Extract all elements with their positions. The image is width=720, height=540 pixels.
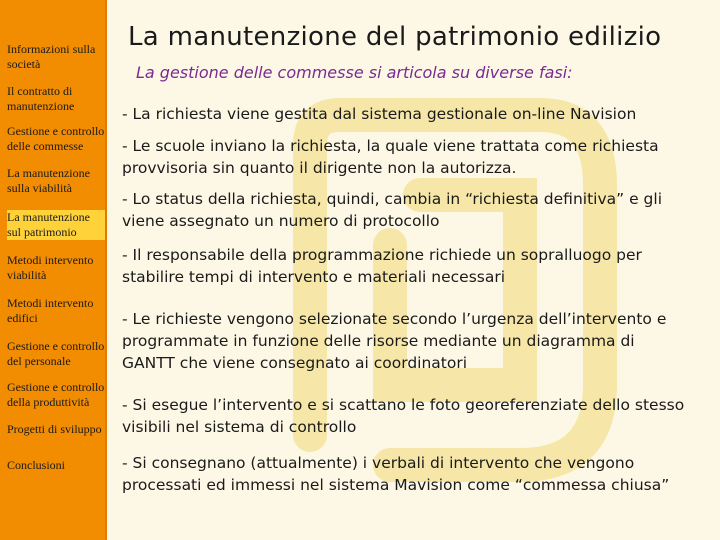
- sidebar-item-progetti-sviluppo[interactable]: Progetti di sviluppo: [7, 422, 102, 436]
- slide-subtitle: La gestione delle commesse si articola su diverse fasi:: [136, 63, 573, 82]
- bullet-item: - Il responsabile della programmazione richiede un sopralluogo per stabilire tempi di intervento e materiali necessari: [122, 246, 642, 286]
- bullet-item: - Le richieste vengono selezionate secondo l’urgenza dell’intervento e programmate in funzione delle risorse mediante un diagramma di GANTT che viene consegnato ai coordinatori: [122, 310, 667, 372]
- sidebar-item-informazioni[interactable]: Informazioni sulla società: [7, 42, 96, 71]
- sidebar-item-gestione-commesse[interactable]: Gestione e controllo delle commesse: [7, 124, 105, 153]
- bullet-item: - La richiesta viene gestita dal sistema gestionale on-line Navision: [122, 105, 637, 123]
- sidebar-item-metodi-edifici[interactable]: Metodi intervento edifici: [7, 296, 94, 325]
- sidebar-item-gestione-personale[interactable]: Gestione e controllo del personale: [7, 339, 105, 368]
- sidebar-item-contratto[interactable]: Il contratto di manutenzione: [7, 84, 75, 113]
- sidebar-item-manutenzione-patrimonio[interactable]: La manutenzione sul patrimonio: [7, 210, 105, 240]
- bullet-item: - Le scuole inviano la richiesta, la quale viene trattata come richiesta provvisoria sin quanto il dirigente non la autorizza.: [122, 137, 659, 177]
- sidebar-item-metodi-viabilita[interactable]: Metodi intervento viabilità: [7, 253, 94, 282]
- slide-title: La manutenzione del patrimonio edilizio: [128, 22, 662, 52]
- sidebar-nav: [0, 0, 107, 540]
- sidebar-item-manutenzione-viabilita[interactable]: La manutenzione sulla viabilità: [7, 166, 90, 195]
- bullet-item: - Si consegnano (attualmente) i verbali di intervento che vengono processati ed immessi nel sistema Mavision come “commessa chiusa”: [122, 454, 670, 494]
- sidebar-item-conclusioni[interactable]: Conclusioni: [7, 458, 66, 472]
- sidebar-item-gestione-produttivita[interactable]: Gestione e controllo della produttività: [7, 380, 105, 409]
- bullet-item: - Si esegue l’intervento e si scattano le foto georeferenziate dello stesso visibili nel sistema di controllo: [122, 396, 685, 436]
- bullet-item: - Lo status della richiesta, quindi, cambia in “richiesta definitiva” e gli viene assegnato un numero di protocollo: [122, 190, 662, 230]
